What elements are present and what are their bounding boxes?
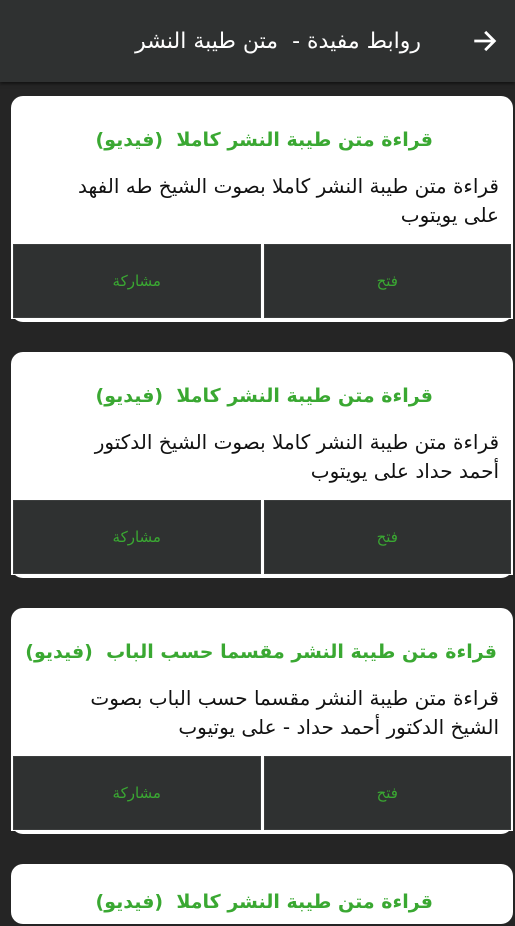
open-button[interactable]: فتح	[264, 500, 512, 574]
link-card	[11, 864, 513, 924]
links-list	[0, 96, 515, 924]
link-card	[11, 96, 513, 322]
open-button[interactable]: فتح	[264, 244, 512, 318]
share-button[interactable]: مشاركة	[13, 756, 261, 830]
back-button[interactable]	[455, 0, 515, 82]
card-title: قراءة متن طيبة النشر كاملا (فيديو)	[95, 891, 433, 913]
card-actions	[11, 756, 513, 831]
link-card	[11, 608, 513, 834]
card-title: قراءة متن طيبة النشر كاملا (فيديو)	[95, 385, 433, 407]
app-bar	[0, 0, 515, 82]
card-description: قراءة متن طيبة النشر كاملا بصوت الشيخ الدكتور أحمد حداد على يويتوب	[94, 430, 499, 483]
card-title: قراءة متن طيبة النشر مقسما حسب الباب (فيديو)	[25, 641, 497, 663]
card-title: قراءة متن طيبة النشر كاملا (فيديو)	[95, 129, 433, 151]
card-description: قراءة متن طيبة النشر كاملا بصوت الشيخ طه الفهد على يويتوب	[77, 174, 499, 227]
open-button[interactable]: فتح	[264, 756, 512, 830]
link-card	[11, 352, 513, 578]
share-button[interactable]: مشاركة	[13, 500, 261, 574]
card-actions	[11, 500, 513, 575]
page-title: روابط مفيدة - متن طيبة النشر	[135, 28, 421, 54]
share-button[interactable]: مشاركة	[13, 244, 261, 318]
card-actions	[11, 244, 513, 319]
card-description: قراءة متن طيبة النشر مقسما حسب الباب بصوت الشيخ الدكتور أحمد حداد - على يوتيوب	[90, 686, 499, 739]
arrow-right-icon	[471, 27, 499, 55]
